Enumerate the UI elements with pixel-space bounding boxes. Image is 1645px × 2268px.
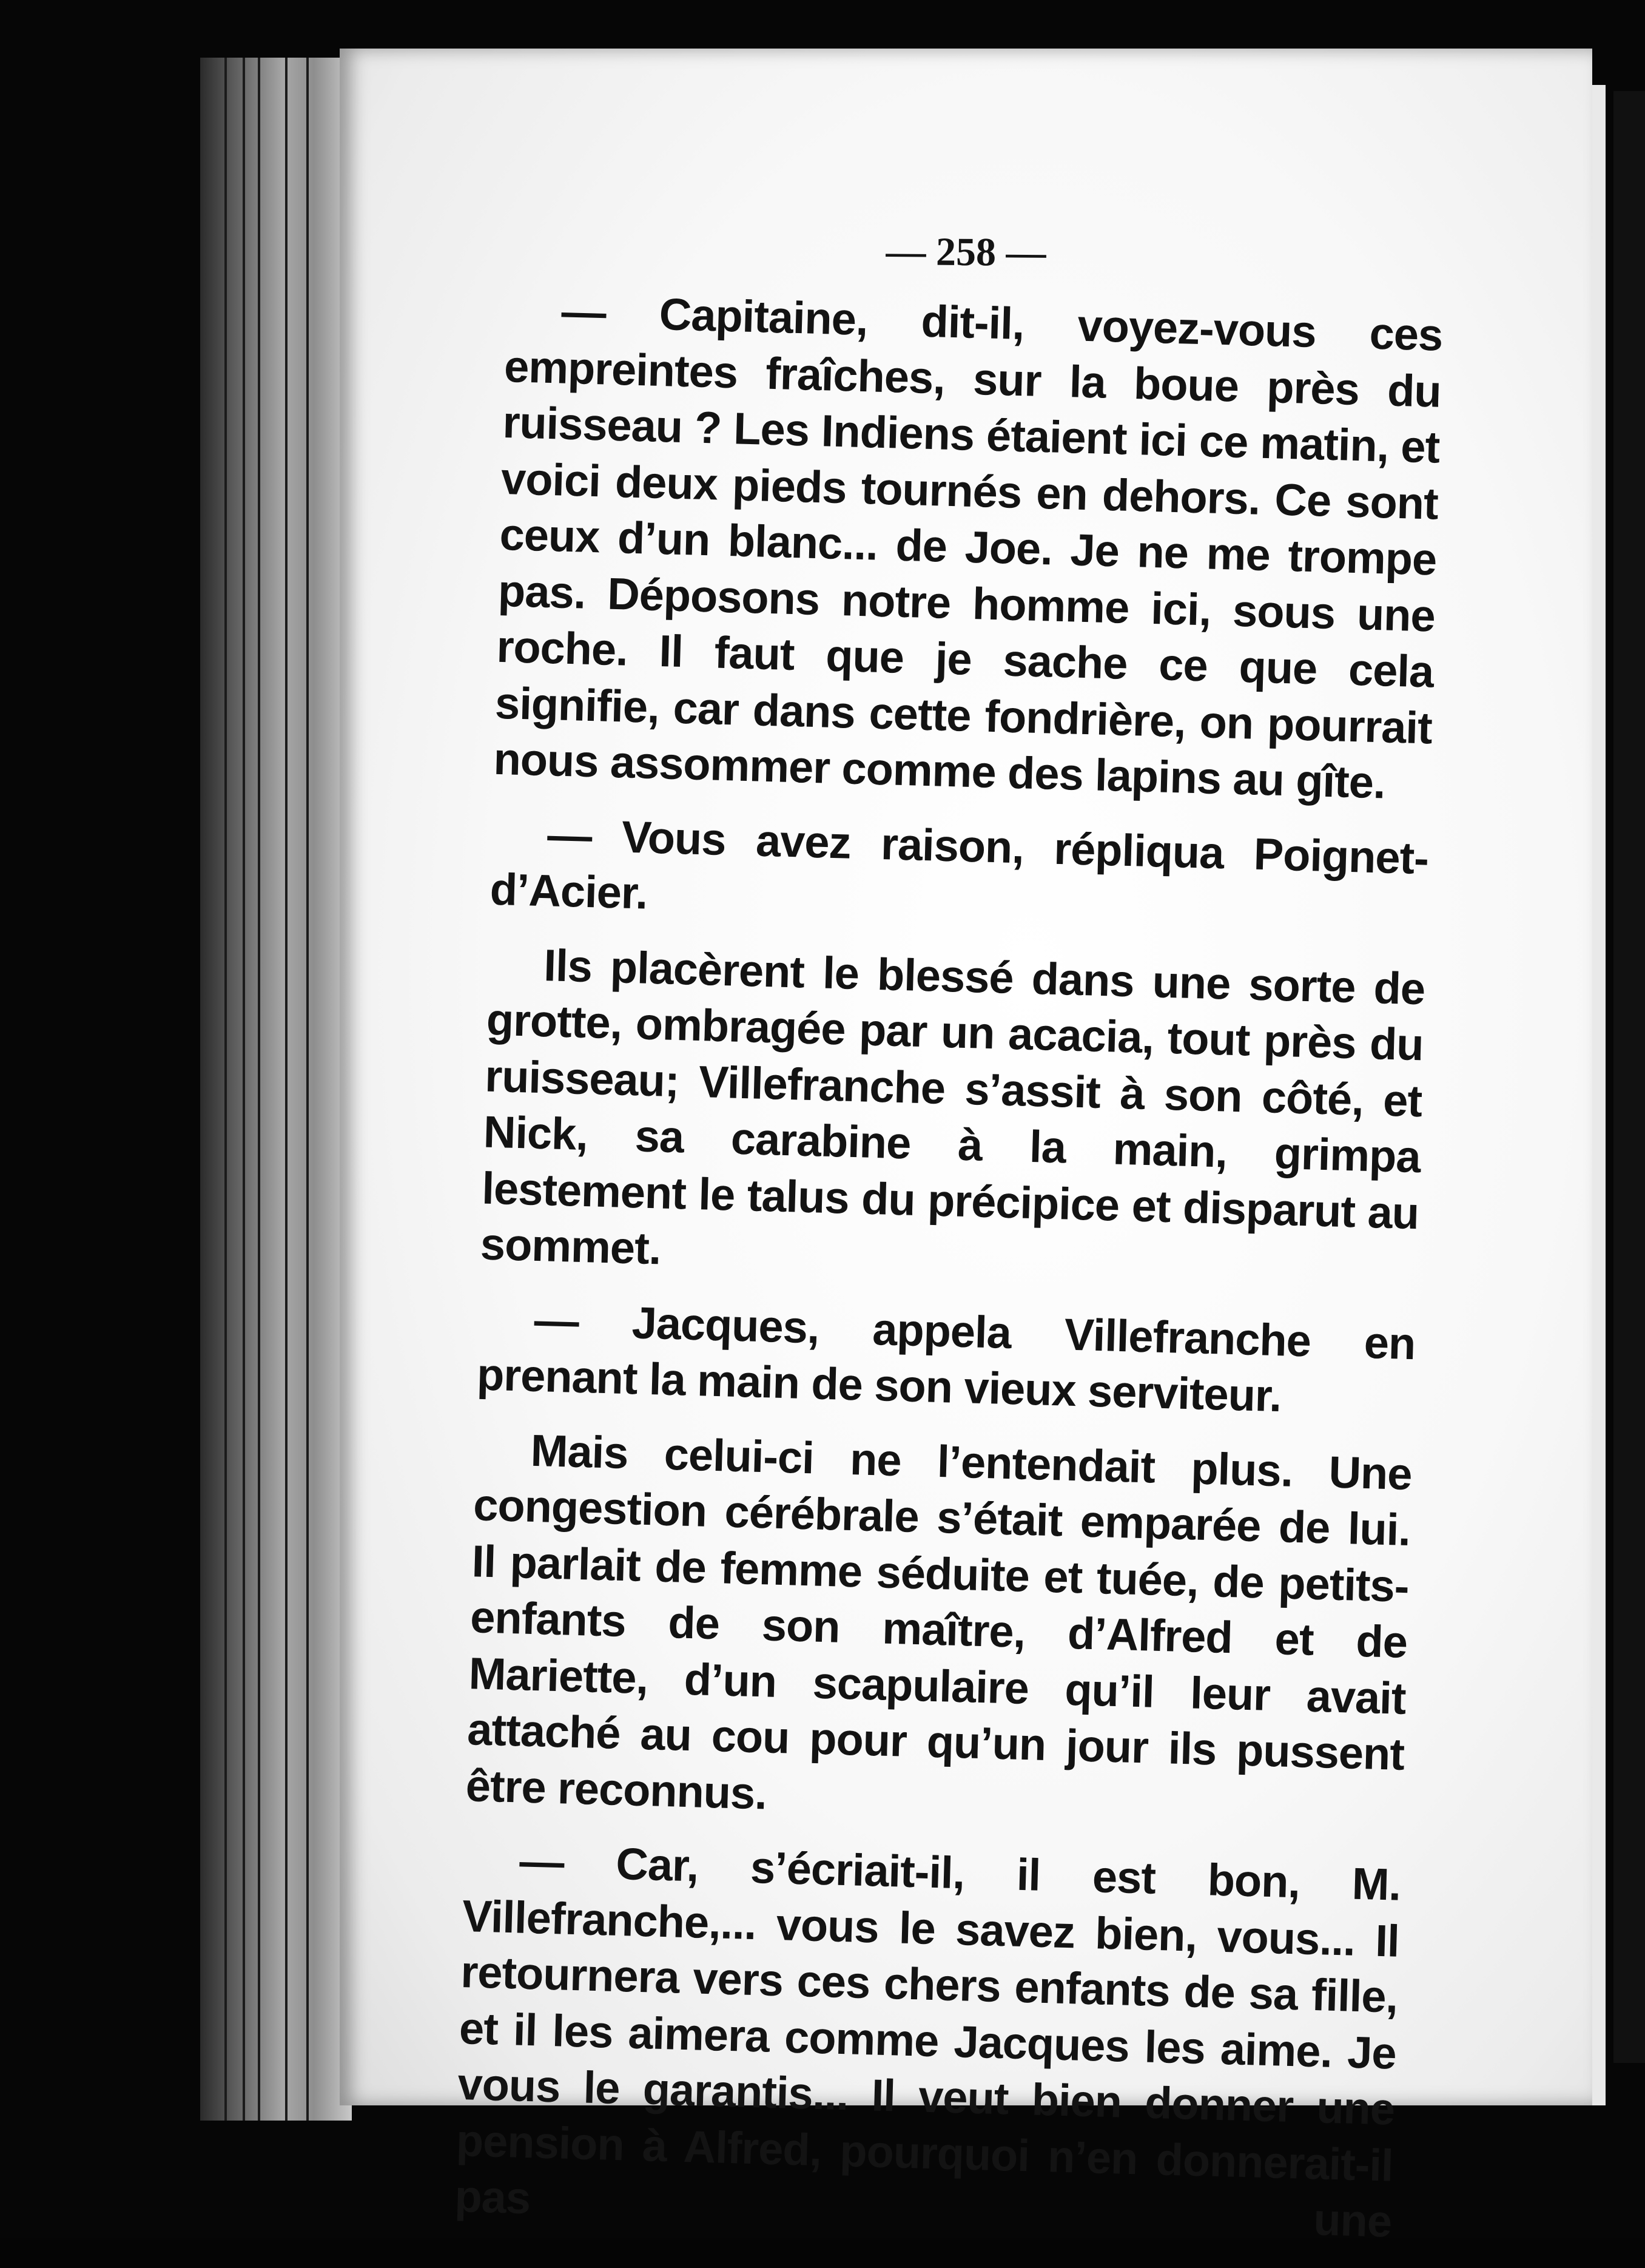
scan-right-border bbox=[1613, 91, 1645, 2063]
page-number: — 258 — bbox=[886, 229, 1046, 275]
paragraph: Mais celui-ci ne l’entendait plus. Une congestion cérébrale s’était emparée de lui. Il parlait de femme séduite et tuée, de petits-enfants de son maître, d’Alfred et de Mariette, d’un scapulaire qu’il leur avait attaché au cou pour qu’un jour ils pussent être reconnus. bbox=[465, 1425, 1413, 1818]
paragraph: — Vous avez raison, répliqua Poignet-d’Acier. bbox=[489, 809, 1429, 919]
paragraph: — Jacques, appela Villefranche en prenant la main de son vieux serviteur. bbox=[476, 1294, 1416, 1422]
paragraph: Ils placèrent le blessé dans une sorte de grotte, ombragée par un acacia, tout près du ruisseau; Villefranche s’assit à son côté, et Nick, sa carabine à la main, grimpa lestement le talus du précipice et disparut au sommet. bbox=[479, 939, 1426, 1274]
book-edge bbox=[200, 58, 352, 2121]
paragraph: — Car, s’écriait-il, il est bon, M. Villefranche,... vous le savez bien, vous... Il retournera vers ces chers enfants de sa fille, et il les aimera comme Jacques les aime. Je vous le garantis... Il veut bien donner une pension à Alfred, pourquoi n’en donnerait-il pas une bbox=[454, 1835, 1402, 2247]
page-right-edge bbox=[1592, 85, 1606, 2105]
page-text bbox=[454, 282, 1444, 2268]
paragraph: — Capitaine, dit-il, voyez-vous ces empreintes fraîches, sur la boue près du ruisseau ? Les Indiens étaient ici ce matin, et voici deux pieds tournés en dehors. Ce sont ceux d’un blanc... de Joe. Je ne me trompe pas. Déposons notre homme ici, sous une roche. Il faut que je sache ce que cela signifie, car dans cette fondrière, on pourrait nous assommer comme des lapins au gîte. bbox=[493, 286, 1444, 808]
